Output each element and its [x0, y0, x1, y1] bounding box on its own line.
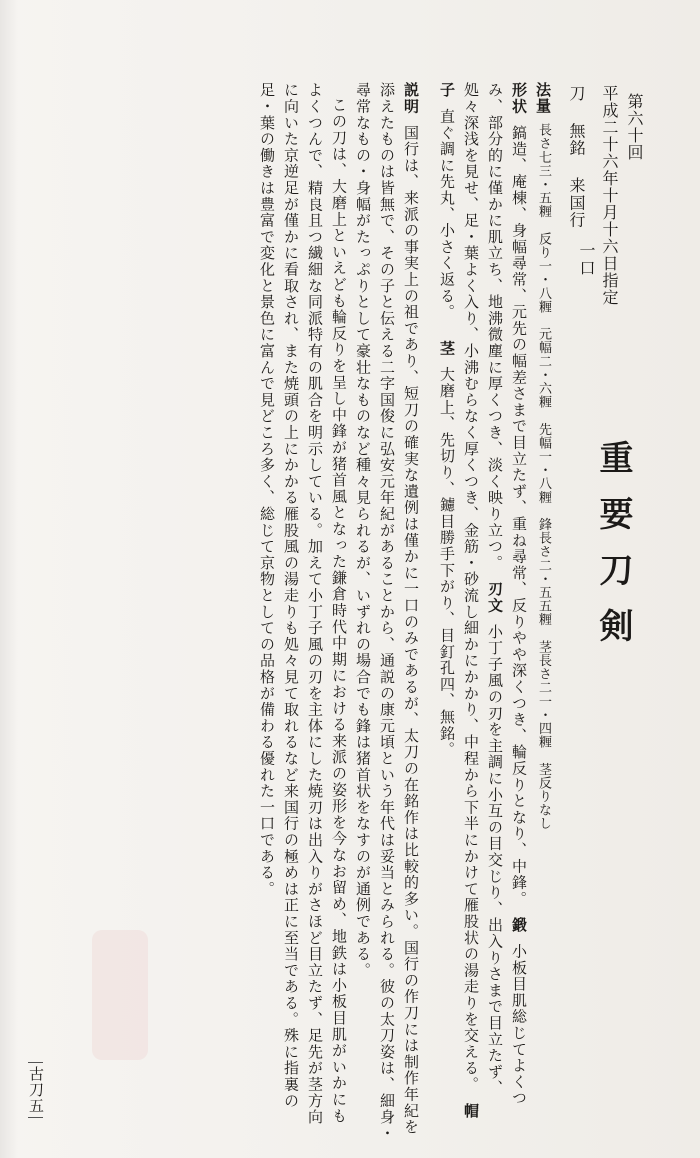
forging-text-1: 小板目肌総じてよくつ	[510, 943, 528, 1107]
boshi-nakago-line	[439, 82, 454, 758]
explanation-line-3: 尋常なもの・身幅がたっぷりとして豪壮なものなど種々見られるが、いずれの場合でも鋒は猪首状をなすのが通例である。	[354, 82, 372, 979]
hamon-text-2: 処々深浅を見せ、足・葉よく入り、小沸むらなく厚くつき、金筋・砂流し細かにかかり、中程から下半にかけて雁股状の湯走りを交える。	[462, 82, 480, 1093]
nakago-text: 大磨上、先切り、鑢目勝手下がり、目釘孔四、無銘。	[438, 366, 456, 758]
shape-label: 形状	[510, 82, 528, 115]
sword-count: 一口	[577, 242, 596, 277]
explanation-line-7: 足・葉の働きは豊富で変化と景色に富んで見どころ多く、総じて京物としての品格が備わる優れた一口である。	[258, 82, 276, 897]
explanation-line-1	[403, 82, 418, 1135]
measurements-line	[535, 82, 550, 830]
measurements-label: 法量	[534, 82, 552, 114]
nakago-label: 茎	[438, 340, 456, 357]
designation-date: 平成二十六年十月十六日指定	[600, 85, 619, 306]
explanation-line-2: 添えたものは皆無で、その子と伝える二字国俊に弘安元年紀があることから、通説の康元頃という年代は妥当とみられる。彼の太刀姿は、細身・	[378, 82, 396, 1142]
sword-inscription: 無銘	[567, 122, 586, 157]
explanation-label: 説明	[402, 82, 420, 115]
page-title: 重要刀剣	[593, 440, 633, 664]
hamon-continued-line	[463, 82, 478, 1119]
hamon-label: 刃文	[486, 581, 504, 614]
boshi-label: 帽	[462, 1102, 480, 1119]
forging-text-2: み、部分的に僅かに肌立ち、地沸微塵に厚くつき、淡く映り立つ。	[486, 82, 504, 571]
forging-label: 鍛	[510, 917, 528, 934]
boshi-text: 直ぐ調に先丸、小さく返る。	[438, 108, 456, 321]
page-gutter-shadow	[0, 0, 18, 1158]
measurements-text: 長さ七三・五糎 反り一・八糎 元幅二・六糎 先幅一・八糎 鋒長さ二・五五糎 茎長さ二一・四糎 茎反りなし	[536, 123, 551, 831]
session-number: 第六十回	[625, 93, 644, 161]
explanation-line-6: に向いた京逆足が僅かに看取され、また焼頭の上にかかる雁股風の湯走りも処々見て取れるなど来国行の極めは正に至当である。殊に指裏の	[282, 82, 300, 1109]
hamon-text-1: 小丁子風の刃を主調に小互の目交じり、出入りさまで目立たず、	[486, 623, 504, 1097]
explanation-line-4: この刀は、大磨上といえども輪反りを呈し中鋒が猪首風となった鎌倉時代中期における来派の姿形を今なお留め、地鉄は小板目肌がいかにも	[330, 97, 348, 1124]
forging-hamon-line	[487, 82, 502, 1096]
boshi-label-2: 子	[438, 82, 456, 99]
explanation-line-5: よくつんで、精良且つ繊細な同派特有の肌合を明示している。加えて小丁子風の刃を主体にした焼刃は出入りがさほど目立たず、足先が茎方向	[306, 82, 324, 1126]
sword-type: 刀	[567, 85, 586, 103]
shape-line	[511, 82, 526, 1106]
page-number: 古刀五	[28, 1062, 43, 1118]
sword-attribution: 来国行	[567, 176, 586, 229]
explanation-text: 国行は、来派の事実上の祖であり、短刀の確実な遺例は僅かに一口のみであるが、太刀の在銘作は比較的多い。国行の作刀には制作年紀を	[402, 124, 420, 1136]
shape-text: 鎬造、庵棟、身幅尋常、元先の幅差さまで目立たず、重ね尋常、反りやや深くつき、輪反りとなり、中鋒。	[510, 124, 528, 908]
paper-stain	[92, 930, 148, 1060]
sword-title-line	[568, 85, 584, 229]
